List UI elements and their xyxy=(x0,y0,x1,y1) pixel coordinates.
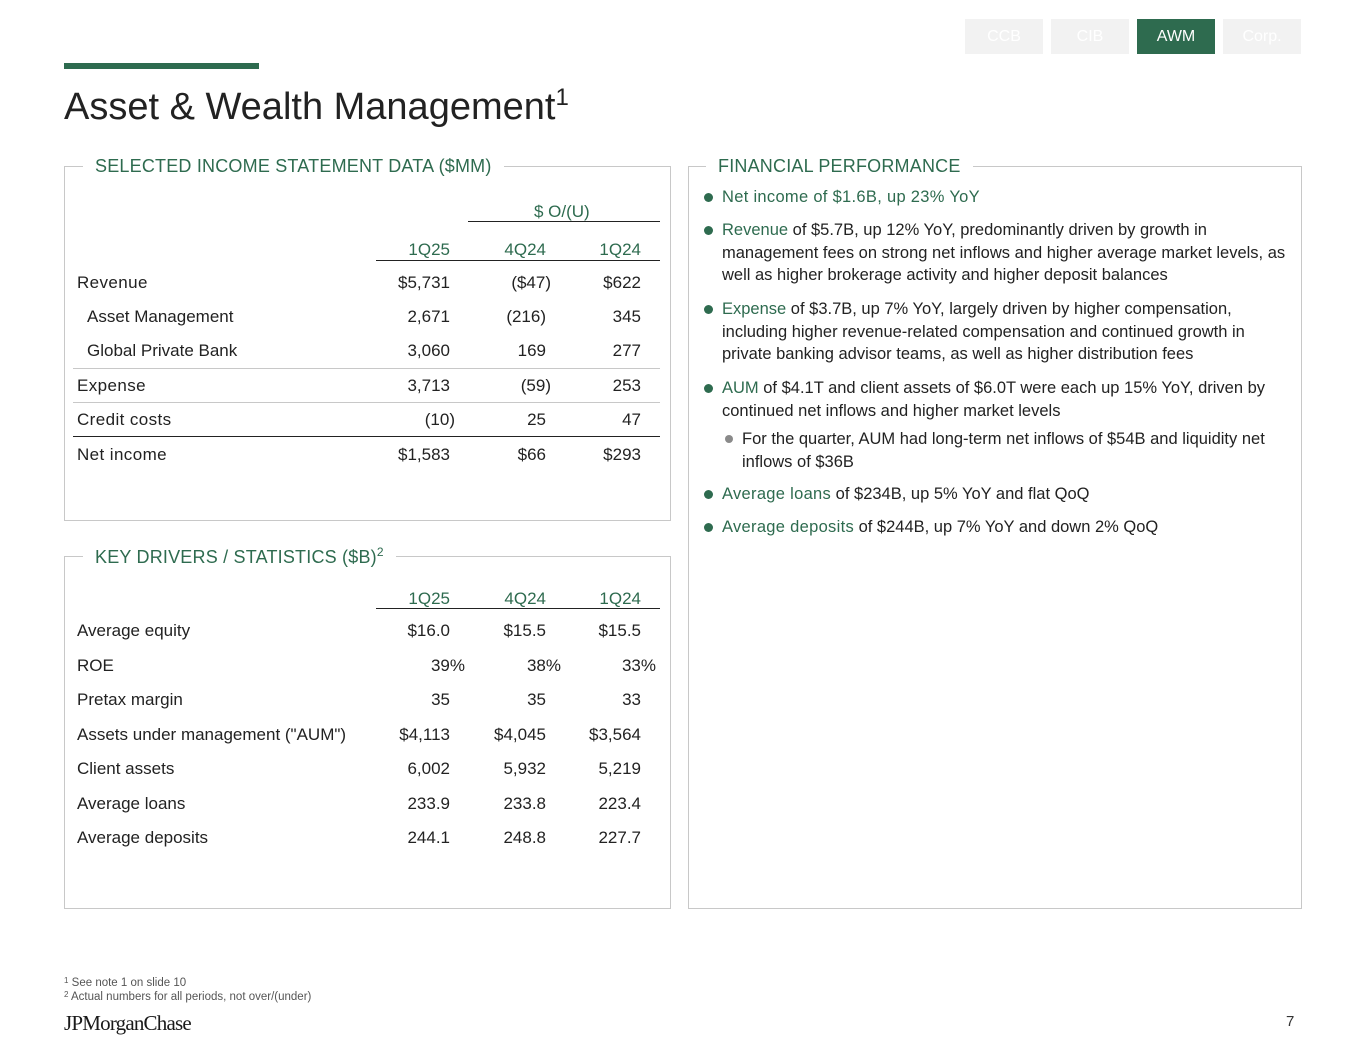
kd-row-label: ROE xyxy=(77,656,114,675)
table-cell: ($47) xyxy=(511,273,551,292)
col-header-1q25: 1Q25 xyxy=(408,240,450,259)
row-divider xyxy=(73,368,660,369)
table-cell: 169 xyxy=(517,341,546,360)
table-cell: $5,731 xyxy=(398,273,450,292)
table-cell: 3,713 xyxy=(407,376,450,395)
table-cell: 233.9 xyxy=(407,794,450,813)
table-cell: 3,060 xyxy=(407,341,450,360)
table-cell: $15.5 xyxy=(598,621,641,640)
row-divider xyxy=(73,402,660,403)
table-cell: 33 xyxy=(622,690,641,709)
footnote-1: $^1$ See note 1 on slide 10 xyxy=(64,976,187,989)
table-cell: 345 xyxy=(612,307,641,326)
bullet-average-loans: Average loans of $234B, up 5% YoY and flat QoQ xyxy=(722,485,1090,503)
table-cell: 253 xyxy=(612,376,641,395)
table-cell: (216) xyxy=(506,307,546,326)
tab-awm[interactable]: AWM xyxy=(1137,19,1215,54)
table-cell: 33% xyxy=(621,656,656,675)
table-cell: 227.7 xyxy=(598,828,641,847)
table-cell: 38% xyxy=(526,656,561,675)
row-label-asset-management: Asset Management xyxy=(87,307,234,326)
row-label-revenue: Revenue xyxy=(77,273,148,292)
table-cell: 244.1 xyxy=(407,828,450,847)
kd-col-header-4q24: 4Q24 xyxy=(504,589,546,608)
kd-row-label: Average loans xyxy=(77,794,186,813)
header-underline xyxy=(376,260,660,261)
footnote-2: $^2$ Actual numbers for all periods, not over/(under) xyxy=(64,990,312,1003)
table-cell: 47 xyxy=(622,410,641,429)
kd-row-label: Pretax margin xyxy=(77,690,183,709)
table-cell: 35 xyxy=(431,690,450,709)
table-cell: $66 xyxy=(517,445,546,464)
row-label-credit-costs: Credit costs xyxy=(77,410,172,429)
sub-bullet-icon xyxy=(725,435,733,443)
table-cell: 2,671 xyxy=(407,307,450,326)
table-cell: 248.8 xyxy=(503,828,546,847)
table-cell: $1,583 xyxy=(398,445,450,464)
kd-col-header-1q24: 1Q24 xyxy=(599,589,641,608)
bullet-net-income: Net income of $1.6B, up 23% YoY xyxy=(722,188,980,206)
tab-cib[interactable]: CIB xyxy=(1051,19,1129,54)
table-cell: 6,002 xyxy=(407,759,450,778)
bullet-aum-flows: For the quarter, AUM had long-term net inflows of $54B and liquidity net inflows of $36B xyxy=(742,430,1265,471)
table-cell: $16.0 xyxy=(407,621,450,640)
income-statement-legend: SELECTED INCOME STATEMENT DATA ($MM) xyxy=(83,156,504,177)
bullet-icon xyxy=(704,490,713,499)
table-cell: 5,932 xyxy=(503,759,546,778)
table-cell: 35 xyxy=(527,690,546,709)
tab-ccb[interactable]: CCB xyxy=(965,19,1043,54)
variance-underline xyxy=(468,221,660,222)
bullet-icon xyxy=(704,226,713,235)
row-label-global-private-bank: Global Private Bank xyxy=(87,341,238,360)
table-cell: 25 xyxy=(527,410,546,429)
kd-col-header-1q25: 1Q25 xyxy=(408,589,450,608)
tab-corp[interactable]: Corp. xyxy=(1223,19,1301,54)
table-cell: 39% xyxy=(430,656,465,675)
table-cell: $622 xyxy=(603,273,641,292)
financial-performance-legend: FINANCIAL PERFORMANCE xyxy=(706,156,973,177)
page-number: 7 xyxy=(1286,1013,1295,1030)
table-cell: $3,564 xyxy=(589,725,641,744)
col-header-1q24: 1Q24 xyxy=(599,240,641,259)
variance-group-header: $ O/(U) xyxy=(534,202,590,221)
table-cell: 277 xyxy=(612,341,641,360)
bullet-icon xyxy=(704,384,713,393)
total-divider xyxy=(73,436,660,437)
kd-row-label: Average deposits xyxy=(77,828,209,847)
col-header-4q24: 4Q24 xyxy=(504,240,546,259)
bullet-revenue: Revenue of $5.7B, up 12% YoY, predominantly driven by growth in management fees on strong net inflows and higher average market levels, as well as higher brokerage activity and higher deposit balances xyxy=(722,221,1286,285)
kd-row-label: Client assets xyxy=(77,759,175,778)
title-accent-bar xyxy=(64,63,259,69)
kd-row-label: Assets under management ("AUM") xyxy=(77,725,347,744)
row-label-net-income: Net income xyxy=(77,445,167,464)
jpmorganchase-logo: JPMorganChase xyxy=(64,1011,191,1035)
table-cell: (59) xyxy=(520,376,551,395)
bullet-icon xyxy=(704,305,713,314)
table-cell: $293 xyxy=(603,445,641,464)
table-cell: (10) xyxy=(424,410,455,429)
kd-header-underline xyxy=(376,608,660,609)
table-cell: 233.8 xyxy=(503,794,546,813)
bullet-icon xyxy=(704,193,713,202)
table-cell: $4,045 xyxy=(494,725,546,744)
table-cell: $15.5 xyxy=(503,621,546,640)
key-drivers-legend: KEY DRIVERS / STATISTICS ($B)$^2$ xyxy=(83,547,396,568)
bullet-icon xyxy=(704,523,713,532)
kd-row-label: Average equity xyxy=(77,621,191,640)
bullet-average-deposits: Average deposits of $244B, up 7% YoY and down 2% QoQ xyxy=(722,518,1159,536)
table-cell: 223.4 xyxy=(598,794,641,813)
bullet-aum: AUM of $4.1T and client assets of $6.0T were each up 15% YoY, driven by continued net inflows and higher market levels xyxy=(722,379,1266,420)
page-title: Asset & Wealth Management$^1$ xyxy=(64,84,569,128)
bullet-expense: Expense of $3.7B, up 7% YoY, largely driven by higher compensation, including higher revenue-related compensation and continued growth in private banking advisor teams, as well as higher distribution fees xyxy=(722,300,1245,364)
row-label-expense: Expense xyxy=(77,376,146,395)
table-cell: $4,113 xyxy=(399,725,450,744)
table-cell: 5,219 xyxy=(598,759,641,778)
